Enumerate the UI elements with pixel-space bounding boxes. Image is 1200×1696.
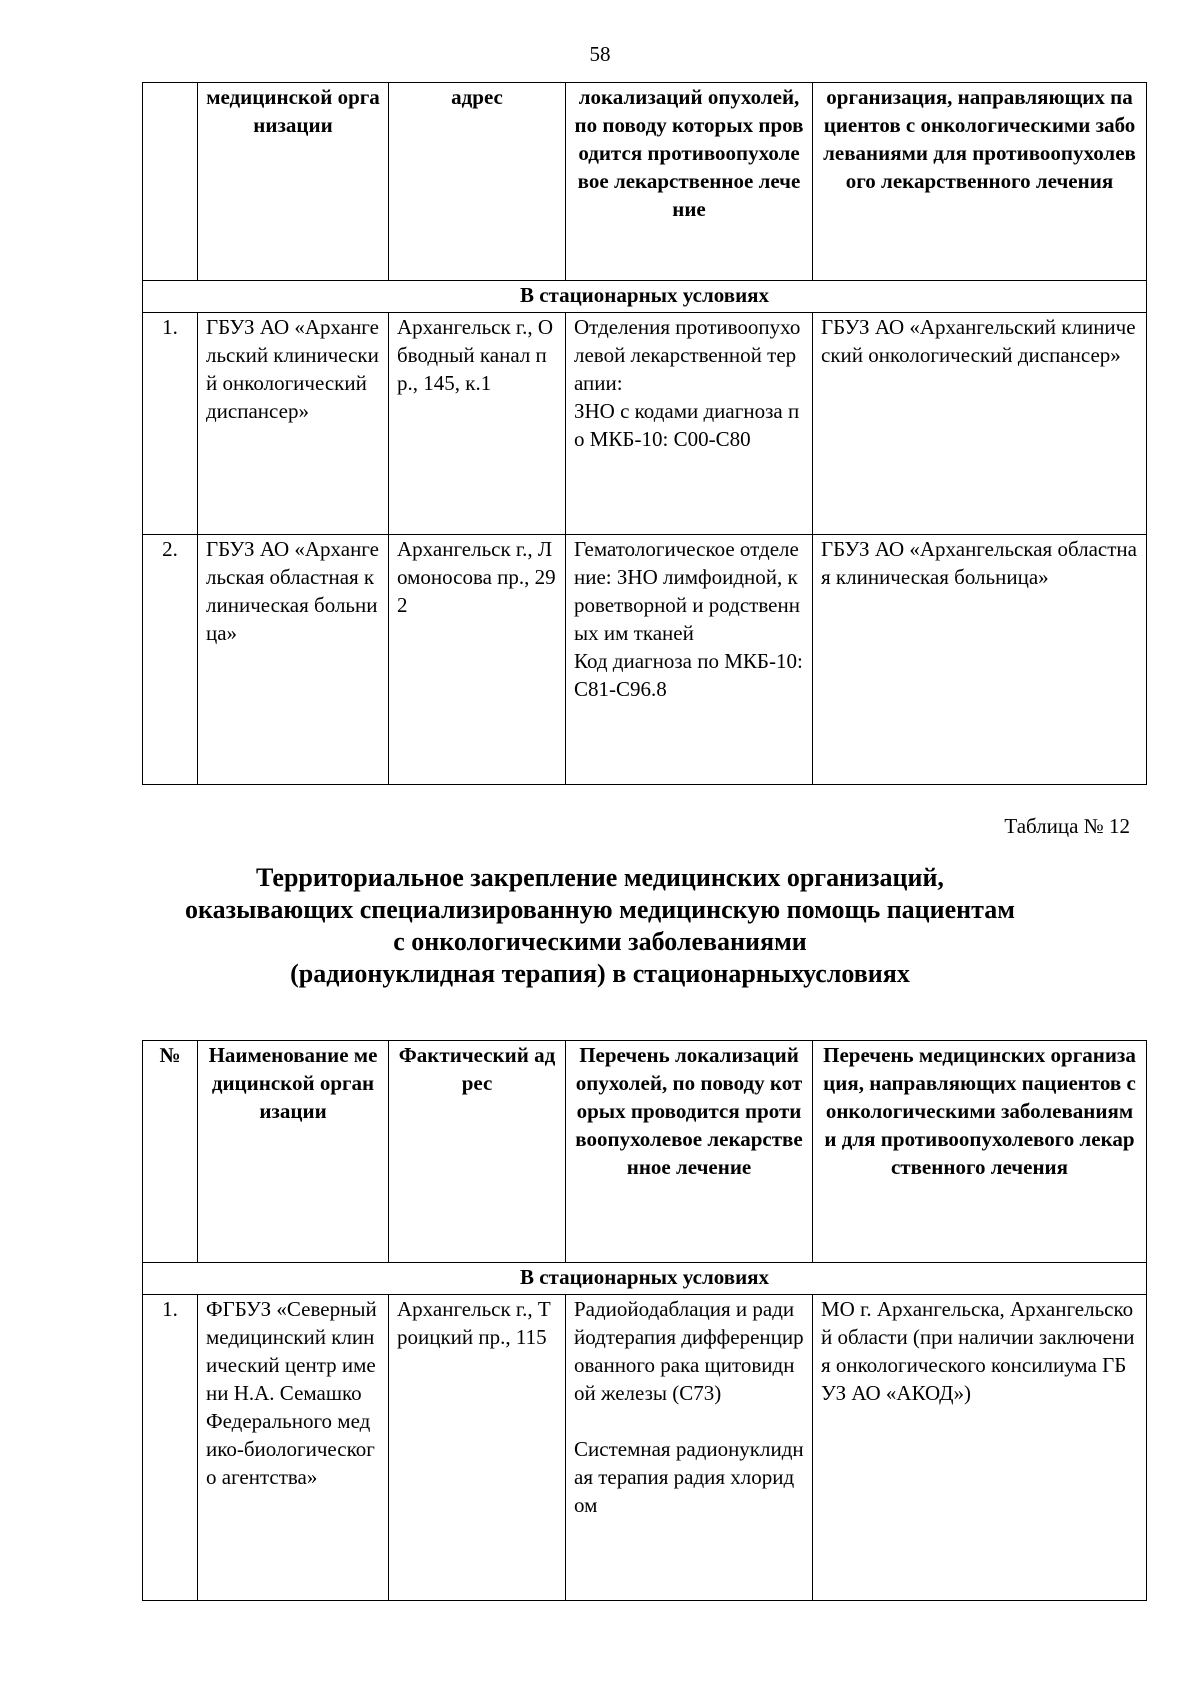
organization-name: ГБУЗ АО «Архангельская областная клиническая больница»: [198, 535, 389, 785]
header-cell-address: адрес: [389, 83, 566, 281]
section-row: [143, 1263, 1147, 1295]
table-caption: Таблица № 12: [1004, 814, 1130, 838]
header-cell-organization: Наименование медицинской организации: [198, 1041, 389, 1263]
tumor-localizations: Отделения противоопухолевой лекарственной терапии: ЗНО с кодами диагноза по МКБ-10: С00-С80: [566, 313, 813, 535]
header-cell-referring: Перечень медицинских организация, направляющих пациентов с онкологическими заболеваниями для противоопухолевого лекарственного лечения: [813, 1041, 1147, 1263]
header-cell-localizations: Перечень локализаций опухолей, по поводу которых проводится противоопухолевое лекарственное лечение: [566, 1041, 813, 1263]
section-label: В стационарных условиях: [143, 1263, 1147, 1295]
referring-organizations: ГБУЗ АО «Архангельская областная клиническая больница»: [813, 535, 1147, 785]
header-cell-number: №: [143, 1041, 198, 1263]
row-number: 2.: [143, 535, 198, 785]
table-row: [143, 313, 1147, 535]
table-heading: [100, 862, 1100, 990]
heading-line: оказывающих специализированную медицинскую помощь пациентам: [185, 895, 1015, 924]
header-cell-organization: медицинской организации: [198, 83, 389, 281]
row-number: 1.: [143, 1295, 198, 1601]
table-row: [143, 535, 1147, 785]
section-label: В стационарных условиях: [143, 281, 1147, 313]
table-header-row: [143, 83, 1147, 281]
header-cell-referring: организация, направляющих пациентов с онкологическими заболеваниями для противоопухолевого лекарственного лечения: [813, 83, 1147, 281]
radionuclide-therapy-table: [142, 1040, 1147, 1601]
table-row: [143, 1295, 1147, 1601]
heading-line: Территориальное закрепление медицинских организаций,: [256, 863, 944, 892]
organization-name: ГБУЗ АО «Архангельский клинический онкологический диспансер»: [198, 313, 389, 535]
section-row: [143, 281, 1147, 313]
page-number: 58: [589, 42, 611, 66]
heading-line: с онкологическими заболеваниями: [393, 927, 807, 956]
organization-address: Архангельск г., Обводный канал пр., 145, к.1: [389, 313, 566, 535]
row-number: 1.: [143, 313, 198, 535]
organization-address: Архангельск г., Троицкий пр., 115: [389, 1295, 566, 1601]
oncology-table-continued: [142, 82, 1147, 785]
referring-organizations: ГБУЗ АО «Архангельский клинический онкологический диспансер»: [813, 313, 1147, 535]
heading-line: (радионуклидная терапия) в стационарныхусловиях: [290, 959, 910, 988]
header-cell-localizations: локализаций опухолей, по поводу которых проводится противоопухолевое лекарственное лечение: [566, 83, 813, 281]
header-cell-number: [143, 83, 198, 281]
header-cell-address: Фактический адрес: [389, 1041, 566, 1263]
tumor-localizations: Гематологическое отделение: ЗНО лимфоидной, кроветворной и родственных им тканей Код диагноза по МКБ-10: С81-С96.8: [566, 535, 813, 785]
referring-organizations: МО г. Архангельска, Архангельской области (при наличии заключения онкологического консилиума ГБУЗ АО «АКОД»): [813, 1295, 1147, 1601]
organization-name: ФГБУЗ «Северный медицинский клинический центр имени Н.А. Семашко Федерального медико-биологического агентства»: [198, 1295, 389, 1601]
table-header-row: [143, 1041, 1147, 1263]
organization-address: Архангельск г., Ломоносова пр., 292: [389, 535, 566, 785]
tumor-localizations: Радиойодаблация и радийодтерапия дифференцированного рака щитовидной железы (С73) Системная радионуклидная терапия радия хлоридом: [566, 1295, 813, 1601]
